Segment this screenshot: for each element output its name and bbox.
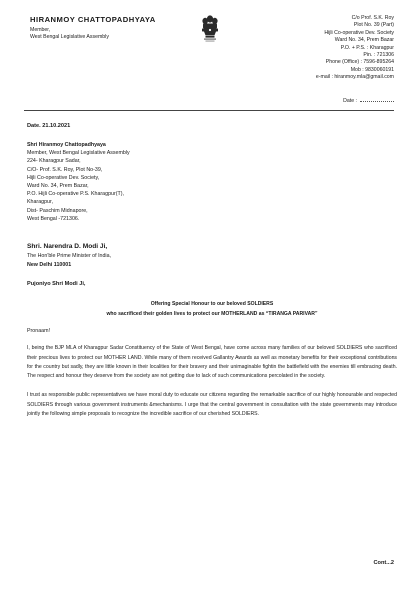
sender-line: Hijli Co-operative Dev. Society, xyxy=(27,174,100,181)
address-line: C/o Prof. S.K. Roy xyxy=(351,15,394,21)
recipient-city: New Delhi 110001 xyxy=(27,261,72,268)
letterhead-title-1: Member, xyxy=(30,27,51,33)
subject-line: who sacrificed their golden lives to protect our MOTHERLAND as “TIRANGA PARIVAR” xyxy=(106,311,318,318)
sender-line: C/O- Prof. S.K. Roy, Plot No-39, xyxy=(27,166,103,173)
letterhead-address xyxy=(244,15,394,82)
date-blank xyxy=(360,97,394,102)
sender-line: P.O. Hijli Co-operative P.S. Kharagpur(T), xyxy=(27,191,124,198)
letterhead-left xyxy=(30,15,195,40)
address-line: P.O. + P.S. : Kharagpur xyxy=(340,44,394,51)
subject-block xyxy=(27,299,397,319)
recipient-block xyxy=(27,243,397,269)
sender-line: Shri Hiranmoy Chattopadhyaya xyxy=(27,142,106,148)
body-paragraph-2: I trust as responsible public representatives we have moral duty to educate our citizens regarding the remarkable sacrifice of our highly honourable and respected SOLDIERS through various government instruments &mechanisms. I urge that the central government in consultation with the state governments may introduce jointly the following simple proposals to recognize the incredible sacrifice of our cherished SOLDIERS. xyxy=(27,392,397,417)
sender-line: 224- Kharagpur Sadar, xyxy=(27,158,81,165)
recipient-name: Shri. Narendra D. Modi Ji, xyxy=(27,243,108,251)
sender-line: Kharagpur, xyxy=(27,199,53,206)
letterhead-date-field xyxy=(343,97,394,104)
email-line: e-mail : hiranmoy.mla@gmail.com xyxy=(315,74,394,81)
letterhead-date-label: Date : xyxy=(343,98,357,104)
letterhead-title-2: West Bengal Legislative Assembly xyxy=(30,33,109,40)
address-line: Plot No. 39 (Part) xyxy=(353,22,394,29)
recipient-title: The Hon'ble Prime Minister of India, xyxy=(27,253,112,260)
mobile-line: Mob : 9830060191 xyxy=(350,66,394,73)
salutation: Pujoniyo Shri Modi Ji, xyxy=(27,281,86,288)
phone-line: Phone (Office) : 7596-895264 xyxy=(325,59,394,66)
body-paragraph-1: I, being the BJP MLA of Kharagpur Sadar Constituency of the State of West Bengal, have come across many families of our beloved SOLDIERS who sacrificed their precious lives to protect our MOTHER LAND. While many of them received Gallantry Awards as well as monetary benefits for their exceptional contributions for the country but sadly, they are little known in their localities for their bravery and their unimaginable fightin the battlefield with the enemies till embracing death. The respect and honour they deserve from the society are not getting due to lack of such communications percolated in the society. xyxy=(27,345,397,380)
letterhead-name: HIRANMOY CHATTOPADHYAYA xyxy=(30,15,156,24)
sender-line: Dist- Paschim Midnapore, xyxy=(27,207,88,214)
subject-line: Offering Special Honour to our beloved SOLDIERS xyxy=(150,301,274,308)
greeting: Pronaam! xyxy=(27,328,50,335)
address-line: Ward No. 34, Prem Bazar xyxy=(334,37,394,44)
national-emblem-icon xyxy=(199,13,221,43)
address-line: Hijli Co-operative Dev. Society xyxy=(324,29,394,36)
sender-line: Ward No. 34, Prem Bazar, xyxy=(27,183,89,190)
sender-line: West Bengal -721306. xyxy=(27,215,80,222)
sender-address xyxy=(27,141,397,223)
letter-date: Date. 21.10.2021 xyxy=(27,123,71,129)
letterhead-divider xyxy=(24,110,394,111)
address-line: Pin. : 721306 xyxy=(363,52,394,59)
letter-body xyxy=(27,123,397,419)
continuation-note: Cont...2 xyxy=(373,560,394,566)
sender-line: Member, West Bengal Legislative Assembly xyxy=(27,150,130,157)
